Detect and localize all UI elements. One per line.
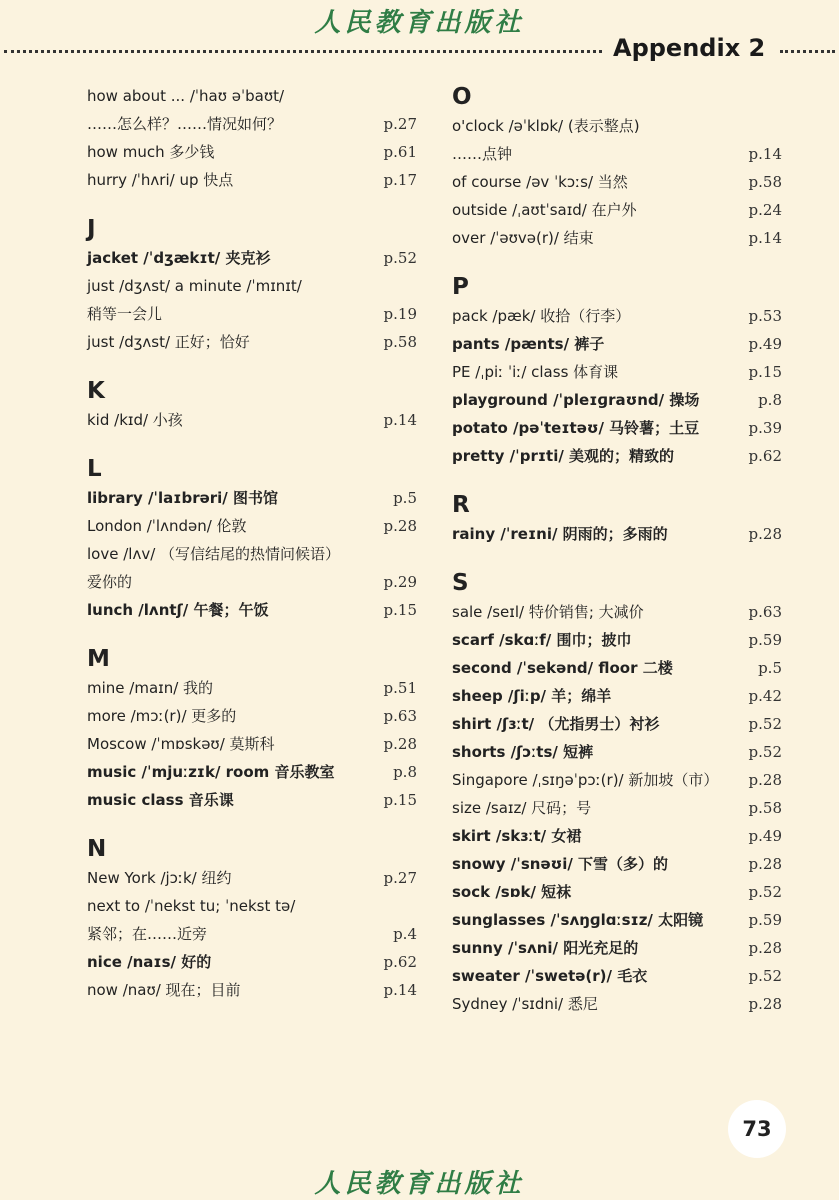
glossary-entry: [87, 484, 417, 512]
entry-text: Moscow /ˈmɒskəʊ/ 莫斯科: [87, 735, 275, 753]
glossary-entry: [452, 626, 782, 654]
entry-page-ref: p.15: [383, 601, 417, 619]
glossary-entry: [87, 892, 417, 920]
entry-text: 紧邻；在……近旁: [87, 925, 208, 943]
entry-page-ref: p.63: [383, 707, 417, 725]
entry-text: music /ˈmjuːzɪk/ room 音乐教室: [87, 763, 335, 781]
entry-text: library /ˈlaɪbrəri/ 图书馆: [87, 489, 279, 507]
glossary-entry: [452, 224, 782, 252]
left-column: [87, 82, 417, 1004]
entry-text: next to /ˈnekst tu; ˈnekst tə/: [87, 897, 296, 915]
section-letter: N: [87, 836, 107, 862]
glossary-entry: [87, 730, 417, 758]
entry-page-ref: p.42: [748, 687, 782, 705]
entry-page-ref: p.15: [748, 363, 782, 381]
glossary-entry: [452, 168, 782, 196]
glossary-entry: [452, 442, 782, 470]
glossary-entry: [87, 166, 417, 194]
glossary-entry: [452, 386, 782, 414]
entry-page-ref: p.28: [748, 995, 782, 1013]
right-column: [452, 82, 782, 1018]
glossary-entry: [87, 244, 417, 272]
entry-text: potato /pəˈteɪtəʊ/ 马铃薯；土豆: [452, 419, 700, 437]
glossary-entry: [87, 512, 417, 540]
entry-page-ref: p.51: [383, 679, 417, 697]
glossary-entry: [452, 598, 782, 626]
entry-page-ref: p.28: [748, 939, 782, 957]
section-letter: O: [452, 84, 472, 110]
entry-text: 稍等一会儿: [87, 305, 163, 323]
entry-page-ref: p.17: [383, 171, 417, 189]
entry-page-ref: p.28: [748, 771, 782, 789]
section-letter: P: [452, 274, 469, 300]
glossary-entry: [87, 948, 417, 976]
entry-page-ref: p.14: [748, 229, 782, 247]
entry-text: scarf /skɑːf/ 围巾；披巾: [452, 631, 632, 649]
entry-page-ref: p.53: [748, 307, 782, 325]
section-letter: M: [87, 646, 110, 672]
entry-page-ref: p.58: [748, 173, 782, 191]
entry-page-ref: p.52: [383, 249, 417, 267]
entry-text: of course /əv ˈkɔːs/ 当然: [452, 173, 628, 191]
glossary-entry: [452, 766, 782, 794]
glossary-entry: [452, 196, 782, 224]
entry-text: music class 音乐课: [87, 791, 234, 809]
entry-text: nice /naɪs/ 好的: [87, 953, 212, 971]
glossary-entry: [87, 864, 417, 892]
glossary-entry: [87, 702, 417, 730]
entry-page-ref: p.58: [383, 333, 417, 351]
glossary-entry: [452, 414, 782, 442]
entry-text: size /saɪz/ 尺码；号: [452, 799, 592, 817]
entry-page-ref: p.52: [748, 883, 782, 901]
entry-text: over /ˈəʊvə(r)/ 结束: [452, 229, 594, 247]
entry-text: mine /maɪn/ 我的: [87, 679, 214, 697]
entry-text: ……怎么样？……情况如何？: [87, 115, 283, 133]
entry-text: sock /sɒk/ 短袜: [452, 883, 572, 901]
entry-page-ref: p.28: [383, 517, 417, 535]
glossary-entry: [87, 920, 417, 948]
entry-text: more /mɔː(r)/ 更多的: [87, 707, 237, 725]
entry-page-ref: p.52: [748, 743, 782, 761]
glossary-entry: [452, 330, 782, 358]
glossary-entry: [87, 300, 417, 328]
entry-page-ref: p.52: [748, 715, 782, 733]
entry-text: second /ˈsekənd/ floor 二楼: [452, 659, 673, 677]
glossary-entry: [87, 786, 417, 814]
entry-text: just /dʒʌst/ 正好；恰好: [87, 333, 250, 351]
entry-page-ref: p.59: [748, 631, 782, 649]
glossary-entry: [452, 878, 782, 906]
glossary-entry: [87, 674, 417, 702]
entry-text: snowy /ˈsnəʊi/ 下雪（多）的: [452, 855, 669, 873]
entry-text: shirt /ʃɜːt/ （尤指男士）衬衫: [452, 715, 660, 733]
glossary-entry: [87, 110, 417, 138]
glossary-entry: [452, 962, 782, 990]
entry-text: playground /ˈpleɪɡraʊnd/ 操场: [452, 391, 700, 409]
glossary-entry: [452, 794, 782, 822]
glossary-entry: [452, 358, 782, 386]
glossary-entry: [452, 906, 782, 934]
entry-text: just /dʒʌst/ a minute /ˈmɪnɪt/: [87, 277, 302, 295]
entry-page-ref: p.59: [748, 911, 782, 929]
entry-text: outside /ˌaʊtˈsaɪd/ 在户外: [452, 201, 637, 219]
entry-text: love /lʌv/ （写信结尾的热情问候语）: [87, 545, 341, 563]
entry-page-ref: p.27: [383, 115, 417, 133]
entry-text: 爱你的: [87, 573, 133, 591]
entry-page-ref: p.19: [383, 305, 417, 323]
entry-page-ref: p.24: [748, 201, 782, 219]
entry-page-ref: p.5: [758, 659, 782, 677]
entry-page-ref: p.14: [383, 981, 417, 999]
entry-text: sale /seɪl/ 特价销售; 大减价: [452, 603, 644, 621]
entry-text: jacket /ˈdʒækɪt/ 夹克衫: [87, 249, 271, 267]
glossary-entry: [87, 596, 417, 624]
entry-text: sheep /ʃiːp/ 羊；绵羊: [452, 687, 612, 705]
entry-text: how about ... /ˈhaʊ əˈbaʊt/: [87, 87, 285, 105]
entry-text: sunny /ˈsʌni/ 阳光充足的: [452, 939, 639, 957]
entry-text: o'clock /əˈklɒk/ (表示整点): [452, 117, 640, 135]
entry-page-ref: p.49: [748, 827, 782, 845]
dotted-rule-right: [780, 50, 835, 53]
entry-page-ref: p.63: [748, 603, 782, 621]
page-number: 73: [728, 1100, 786, 1158]
entry-page-ref: p.61: [383, 143, 417, 161]
entry-text: New York /jɔːk/ 纽约: [87, 869, 232, 887]
glossary-entry: [87, 138, 417, 166]
entry-text: Sydney /ˈsɪdni/ 悉尼: [452, 995, 598, 1013]
entry-page-ref: p.15: [383, 791, 417, 809]
entry-page-ref: p.5: [393, 489, 417, 507]
section-letter: R: [452, 492, 470, 518]
entry-page-ref: p.4: [393, 925, 417, 943]
entry-page-ref: p.14: [748, 145, 782, 163]
dotted-rule-left: [4, 50, 602, 53]
glossary-entry: [87, 406, 417, 434]
glossary-entry: [87, 540, 417, 568]
entry-page-ref: p.28: [748, 855, 782, 873]
entry-page-ref: p.27: [383, 869, 417, 887]
entry-page-ref: p.62: [748, 447, 782, 465]
glossary-entry: [452, 520, 782, 548]
entry-page-ref: p.62: [383, 953, 417, 971]
glossary-entry: [452, 302, 782, 330]
glossary-entry: [452, 710, 782, 738]
section-letter: J: [87, 216, 96, 242]
entry-page-ref: p.28: [748, 525, 782, 543]
publisher-logo-top: 人民教育出版社: [314, 8, 525, 38]
entry-text: PE /ˌpiː ˈiː/ class 体育课: [452, 363, 619, 381]
entry-text: London /ˈlʌndən/ 伦敦: [87, 517, 247, 535]
entry-text: Singapore /ˌsɪŋəˈpɔː(r)/ 新加坡（市）: [452, 771, 719, 789]
section-letter: L: [87, 456, 102, 482]
entry-text: now /naʊ/ 现在；目前: [87, 981, 241, 999]
glossary-entry: [452, 112, 782, 140]
entry-page-ref: p.39: [748, 419, 782, 437]
glossary-entry: [452, 822, 782, 850]
appendix-header: [0, 34, 839, 68]
glossary-entry: [87, 328, 417, 356]
glossary-entry: [452, 682, 782, 710]
entry-page-ref: p.28: [383, 735, 417, 753]
entry-text: shorts /ʃɔːts/ 短裤: [452, 743, 594, 761]
section-letter: S: [452, 570, 469, 596]
glossary-entry: [452, 990, 782, 1018]
entry-page-ref: p.58: [748, 799, 782, 817]
entry-page-ref: p.29: [383, 573, 417, 591]
entry-text: rainy /ˈreɪni/ 阴雨的；多雨的: [452, 525, 668, 543]
glossary-entry: [87, 568, 417, 596]
entry-page-ref: p.8: [758, 391, 782, 409]
entry-text: hurry /ˈhʌri/ up 快点: [87, 171, 234, 189]
entry-text: how much 多少钱: [87, 143, 215, 161]
section-letter: K: [87, 378, 105, 404]
entry-text: ……点钟: [452, 145, 513, 163]
glossary-entry: [87, 82, 417, 110]
glossary-entry: [452, 850, 782, 878]
publisher-logo-bottom: 人民教育出版社: [314, 1169, 525, 1199]
glossary-entry: [87, 272, 417, 300]
entry-page-ref: p.52: [748, 967, 782, 985]
glossary-entry: [87, 976, 417, 1004]
glossary-entry: [87, 758, 417, 786]
entry-text: pants /pænts/ 裤子: [452, 335, 605, 353]
entry-page-ref: p.49: [748, 335, 782, 353]
glossary-entry: [452, 738, 782, 766]
entry-text: kid /kɪd/ 小孩: [87, 411, 183, 429]
entry-text: pretty /ˈprɪti/ 美观的；精致的: [452, 447, 675, 465]
entry-text: sunglasses /ˈsʌŋɡlɑːsɪz/ 太阳镜: [452, 911, 704, 929]
appendix-title: Appendix 2: [613, 34, 766, 62]
glossary-entry: [452, 654, 782, 682]
glossary-entry: [452, 140, 782, 168]
entry-page-ref: p.14: [383, 411, 417, 429]
entry-text: skirt /skɜːt/ 女裙: [452, 827, 582, 845]
entry-text: sweater /ˈswetə(r)/ 毛衣: [452, 967, 648, 985]
entry-page-ref: p.8: [393, 763, 417, 781]
entry-text: pack /pæk/ 收拾（行李）: [452, 307, 631, 325]
glossary-entry: [452, 934, 782, 962]
entry-text: lunch /lʌntʃ/ 午餐；午饭: [87, 601, 269, 619]
